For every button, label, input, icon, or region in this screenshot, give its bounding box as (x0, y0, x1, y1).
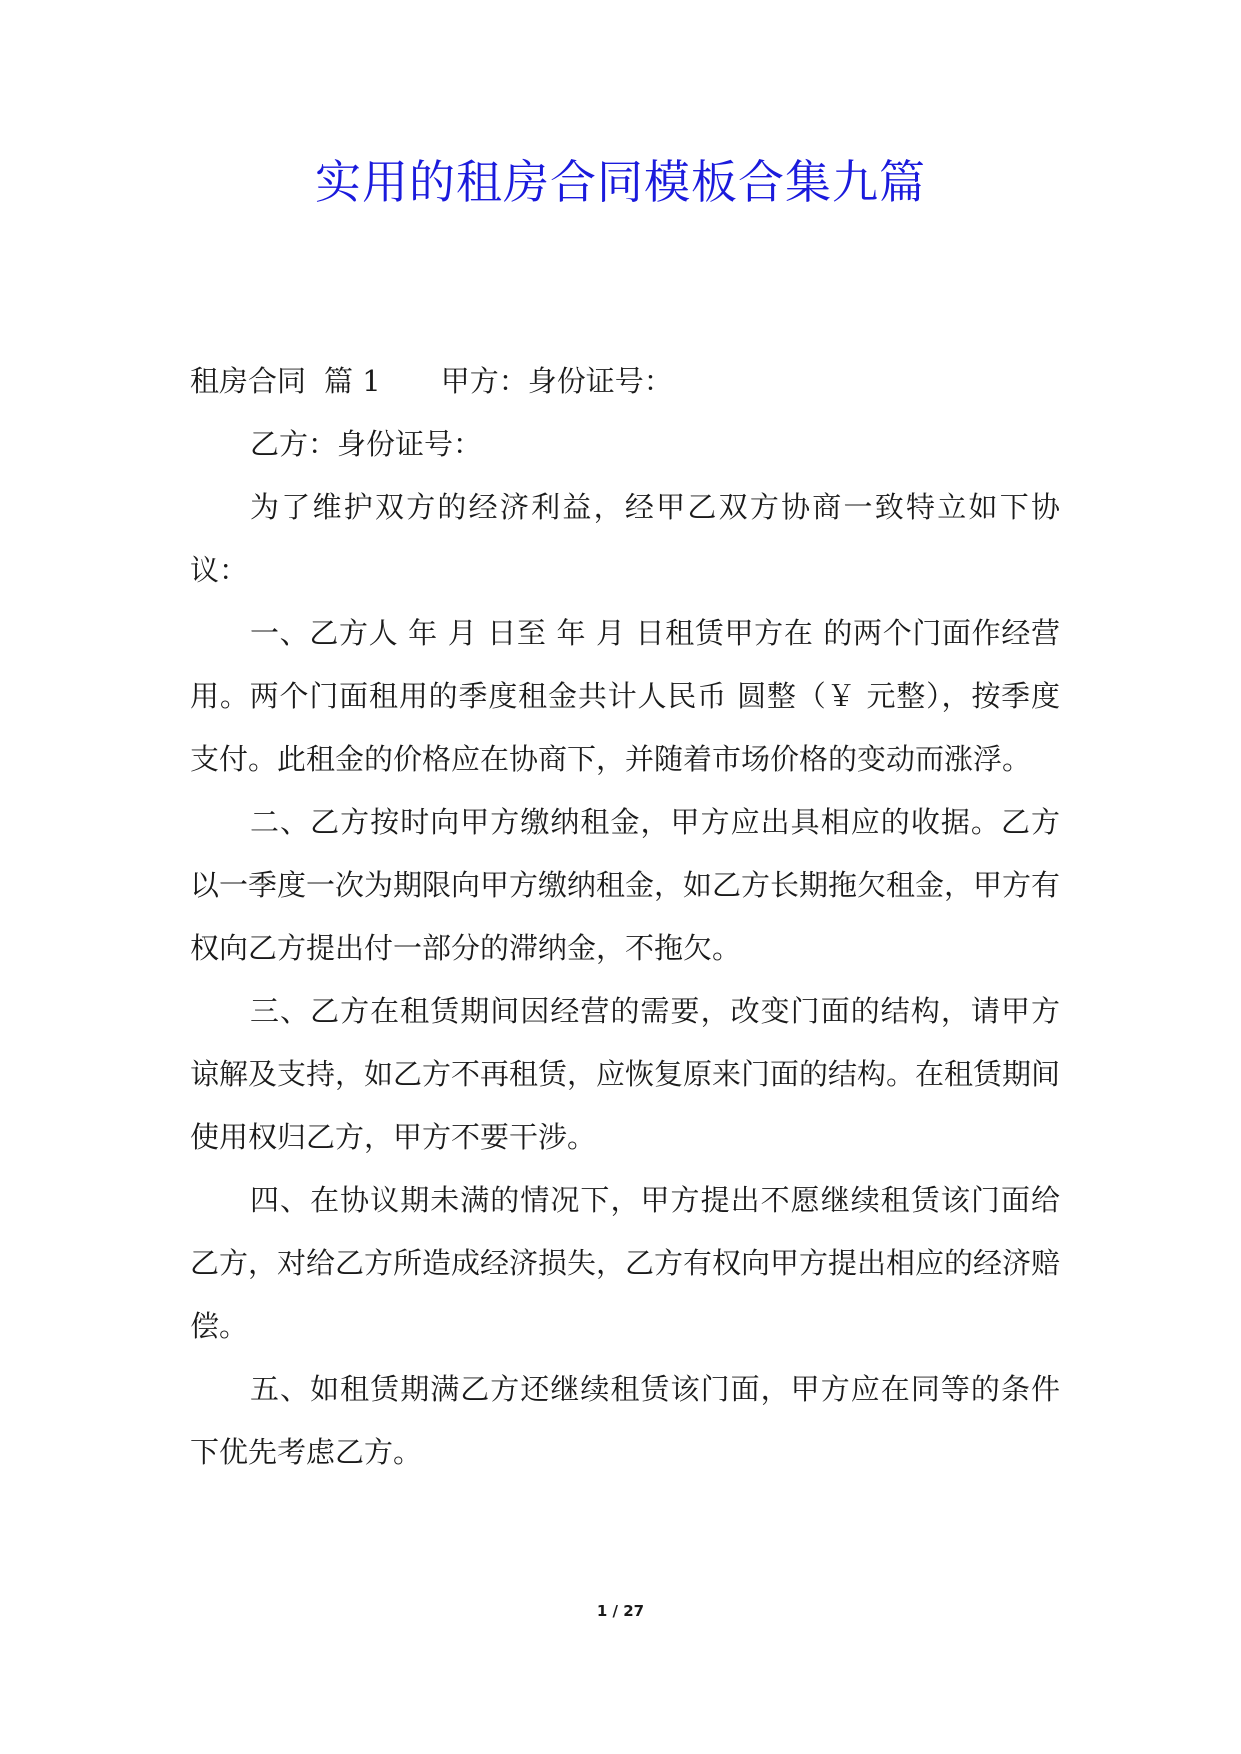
section-label: 租房合同 (190, 364, 307, 398)
paragraph-clause-2: 二、乙方按时向甲方缴纳租金，甲方应出具相应的收据。乙方以一季度一次为期限向甲方缴纳租金，如乙方长期拖欠租金，甲方有权向乙方提出付一部分的滞纳金，不拖欠。 (190, 805, 1061, 965)
page-indicator: 1 / 27 (596, 1602, 645, 1620)
contract-heading-row (190, 350, 1060, 413)
paragraph-clause-1: 一、乙方人 年 月 日至 年 月 日租赁甲方在 的两个门面作经营用。两个门面租用的季度租金共计人民币 圆整（￥ 元整），按季度支付。此租金的价格应在协商下，并随着市场价格的变动而涨浮。 (190, 616, 1060, 776)
section-number: 篇 1 (324, 364, 381, 398)
paragraph-intro: 为了维护双方的经济利益，经甲乙双方协商一致特立如下协议： (190, 490, 1060, 587)
paragraph-clause-5: 五、如租赁期满乙方还继续租赁该门面，甲方应在同等的条件下优先考虑乙方。 (190, 1372, 1060, 1469)
document-body (190, 350, 1060, 1484)
paragraph-clause-3: 三、乙方在租赁期间因经营的需要，改变门面的结构，请甲方谅解及支持，如乙方不再租赁，应恢复原来门面的结构。在租赁期间使用权归乙方，甲方不要干涉。 (190, 994, 1061, 1154)
paragraph-clause-4: 四、在协议期未满的情况下，甲方提出不愿继续租赁该门面给乙方，对给乙方所造成经济损失，乙方有权向甲方提出相应的经济赔偿。 (190, 1183, 1061, 1343)
document-title: 实用的租房合同模板合集九篇 (315, 155, 926, 209)
party-a-line: 甲方：身份证号： (440, 364, 673, 398)
party-b-line: 乙方：身份证号： (250, 427, 483, 461)
